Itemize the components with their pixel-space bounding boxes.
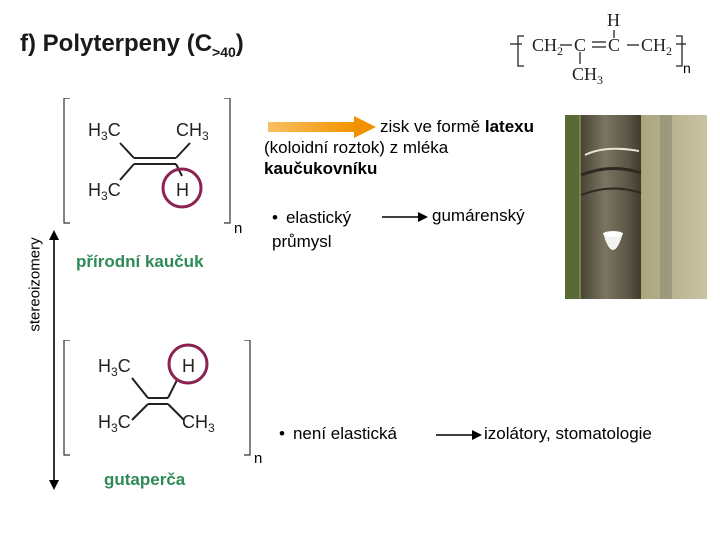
gp-bottom-right: $CH_3$ [182,412,215,435]
non-elastic-bullet: • není elastická [279,424,397,443]
rubber-tree-photo [565,115,707,299]
latex-note: zisk ve formě latexu (koloidní roztok) z mléka kaučukovníku [264,117,534,178]
gutta-percha-bonds [62,340,262,470]
carbon-1: C [574,35,587,55]
polymer-repeat-unit [510,8,710,88]
gutta-percha-label: gutaperča [104,470,186,489]
repeat-count-n: n [683,60,691,76]
ch2-left: $CH_2$ [532,35,564,58]
nr-bottom-right: H [176,180,189,200]
rubber-tree-image [565,115,707,299]
elastic-arrow [382,210,428,224]
carbon-2: C [608,35,621,55]
gutta-percha-structure [62,340,262,470]
natural-rubber-bonds [62,98,252,238]
gp-repeat-n: n [254,450,263,467]
nr-bottom-left: $H_3C$ [88,180,121,203]
non-elastic-result: izolátory, stomatologie [484,424,652,443]
natural-rubber-structure [62,98,252,238]
nr-top-left: $H_3C$ [88,120,121,143]
ch2-right: $CH_2$ [641,35,673,58]
page-title: f) Polyterpeny $(C_{>40})$ [20,30,244,60]
ch3-group: $CH_3$ [572,64,604,87]
elastic-bullet: • elastický průmysl [272,208,352,251]
natural-rubber-label: přírodní kaučuk [76,252,204,271]
non-elastic-arrow [436,428,482,442]
nr-top-right: $CH_3$ [176,120,209,143]
stereoisomery-label: stereoizomery [26,237,44,332]
h-atom: H [607,10,620,30]
elastic-result: gumárenský [432,206,525,225]
gp-bottom-left: $H_3C$ [98,412,131,435]
gp-top-right: H [182,356,195,376]
gp-top-left: $H_3C$ [98,356,131,379]
nr-repeat-n: n [234,220,243,237]
